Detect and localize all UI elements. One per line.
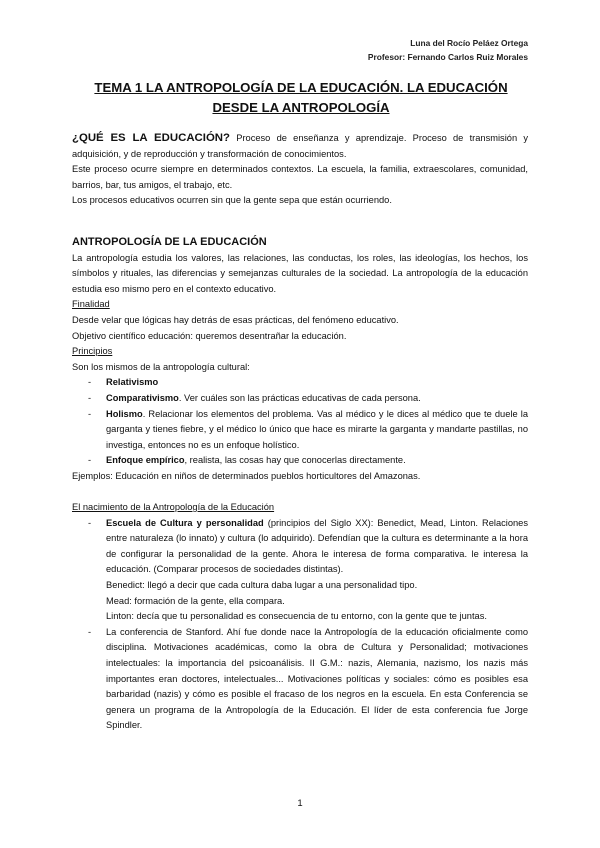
bullet: - — [88, 517, 92, 528]
professor-name: Profesor: Fernando Carlos Ruiz Morales — [367, 52, 528, 62]
principios-heading: Principios — [72, 346, 113, 357]
escuela-term: Escuela de Cultura y personalidad — [106, 517, 264, 528]
title-line-1: TEMA 1 LA ANTROPOLOGÍA DE LA EDUCACIÓN. LA EDUCACIÓN — [94, 80, 508, 95]
definition-paragraph — [72, 131, 528, 162]
antropologia-section — [72, 235, 528, 485]
nacimiento-section — [72, 500, 528, 734]
mead-note: Mead: formación de la gente, ella compara. — [106, 595, 285, 606]
finalidad-heading: Finalidad — [72, 299, 110, 310]
context-paragraph: Este proceso ocurre siempre en determinados contextos. La escuela, la familia, extraescolares, comunidad, barrios, bar, tus amigos, el trabajo, etc. — [72, 164, 528, 190]
list-item — [72, 391, 528, 407]
bullet: - — [88, 455, 92, 466]
list-item — [72, 375, 528, 391]
principios-intro: Son los mismos de la antropología cultural: — [72, 361, 250, 372]
bullet: - — [88, 408, 92, 419]
benedict-note: Benedict: llegó a decir que cada cultura daba lugar a una personalidad tipo. — [106, 579, 418, 590]
principle-term: Comparativismo — [106, 392, 179, 403]
list-item — [72, 407, 528, 454]
bullet: - — [88, 377, 92, 388]
escuela-text: (principios del Siglo XX): Benedict, Mead, Linton. Relaciones entre naturaleza (lo innato) y cultura (lo adquirido). Defendían que la cultura es determinante a la hora de configurar la personalidad de la gente. Ahora le interesa de forma comparativa. le interesa la educación. (Comparar procesos de sociedades distintas). — [106, 517, 528, 575]
processes-paragraph: Los procesos educativos ocurren sin que la gente sepa que están ocurriendo. — [72, 195, 392, 206]
finalidad-paragraph-1: Desde velar que lógicas hay detrás de esas prácticas, del fenómeno educativo. — [72, 314, 399, 325]
list-item — [72, 625, 528, 734]
page-number: 1 — [297, 798, 303, 809]
stanford-text: La conferencia de Stanford. Ahí fue donde nace la Antropología de la educación oficialmente como disciplina. Motivaciones académicas, como la obra de Cultura y Personalidad; motivaciones intelectuales: la importancia del psicoanálisis. II G.M.: nazis, Alemania, nazismo, los nazis más importantes eran doctores, intelectuales... Motivaciones políticas y sociales: cómo es posibles esa barbaridad (nazis) y cómo es posible el fracaso de los negros en la escuela. En esta Conferencia se genera un programa de la Antropología de la Educación. El líder de esta conferencia fue Jorge Spindler. — [106, 626, 528, 731]
page-title — [72, 78, 530, 118]
principle-term: Relativismo — [106, 377, 159, 388]
principle-text: . Ver cuáles son las prácticas educativas de cada persona. — [178, 392, 421, 403]
title-line-2: DESDE LA ANTROPOLOGÍA — [212, 100, 390, 115]
antropologia-paragraph: La antropología estudia los valores, las relaciones, las conductas, los roles, las ideologías, los hechos, los símbolos y rituales, las diferencias y semejanzas culturales de la sociedad. La antropología de la educación estudia eso mismo pero en el contexto educativo. — [72, 252, 528, 294]
bullet: - — [88, 392, 92, 403]
intro-section — [72, 131, 528, 209]
principle-text: . Relacionar los elementos del problema. Vas al médico y le dices al médico que te duele la garganta y tienes fiebre, y el médico lo único que hace es mirarte la garganta y mandarte pastillas, no investiga, entonces no es un enfoque holístico. — [106, 408, 528, 450]
linton-note: Linton: decía que tu personalidad es consecuencia de tu entorno, con la gente que te juntas. — [106, 611, 487, 622]
list-item — [72, 516, 528, 578]
list-item — [72, 453, 528, 469]
definition-text: Proceso de enseñanza y aprendizaje. Proceso de transmisión y adquisición, y de reproducción y transformación de conocimientos. — [72, 133, 528, 159]
principle-term: Holismo — [106, 408, 143, 419]
finalidad-paragraph-2: Objetivo científico educación: queremos desentrañar la educación. — [72, 330, 347, 341]
nacimiento-heading: El nacimiento de la Antropología de la Educación — [72, 502, 275, 512]
section-heading: ANTROPOLOGÍA DE LA EDUCACIÓN — [72, 236, 267, 248]
ejemplos-paragraph: Ejemplos: Educación en niños de determinados pueblos horticultores del Amazonas. — [72, 470, 421, 481]
principle-text: , realista, las cosas hay que conocerlas directamente. — [184, 455, 406, 466]
principle-term: Enfoque empírico — [106, 455, 185, 466]
bullet: - — [88, 626, 92, 637]
question-heading: ¿QUÉ ES LA EDUCACIÓN? — [72, 132, 230, 144]
author-name: Luna del Rocío Peláez Ortega — [410, 38, 528, 48]
